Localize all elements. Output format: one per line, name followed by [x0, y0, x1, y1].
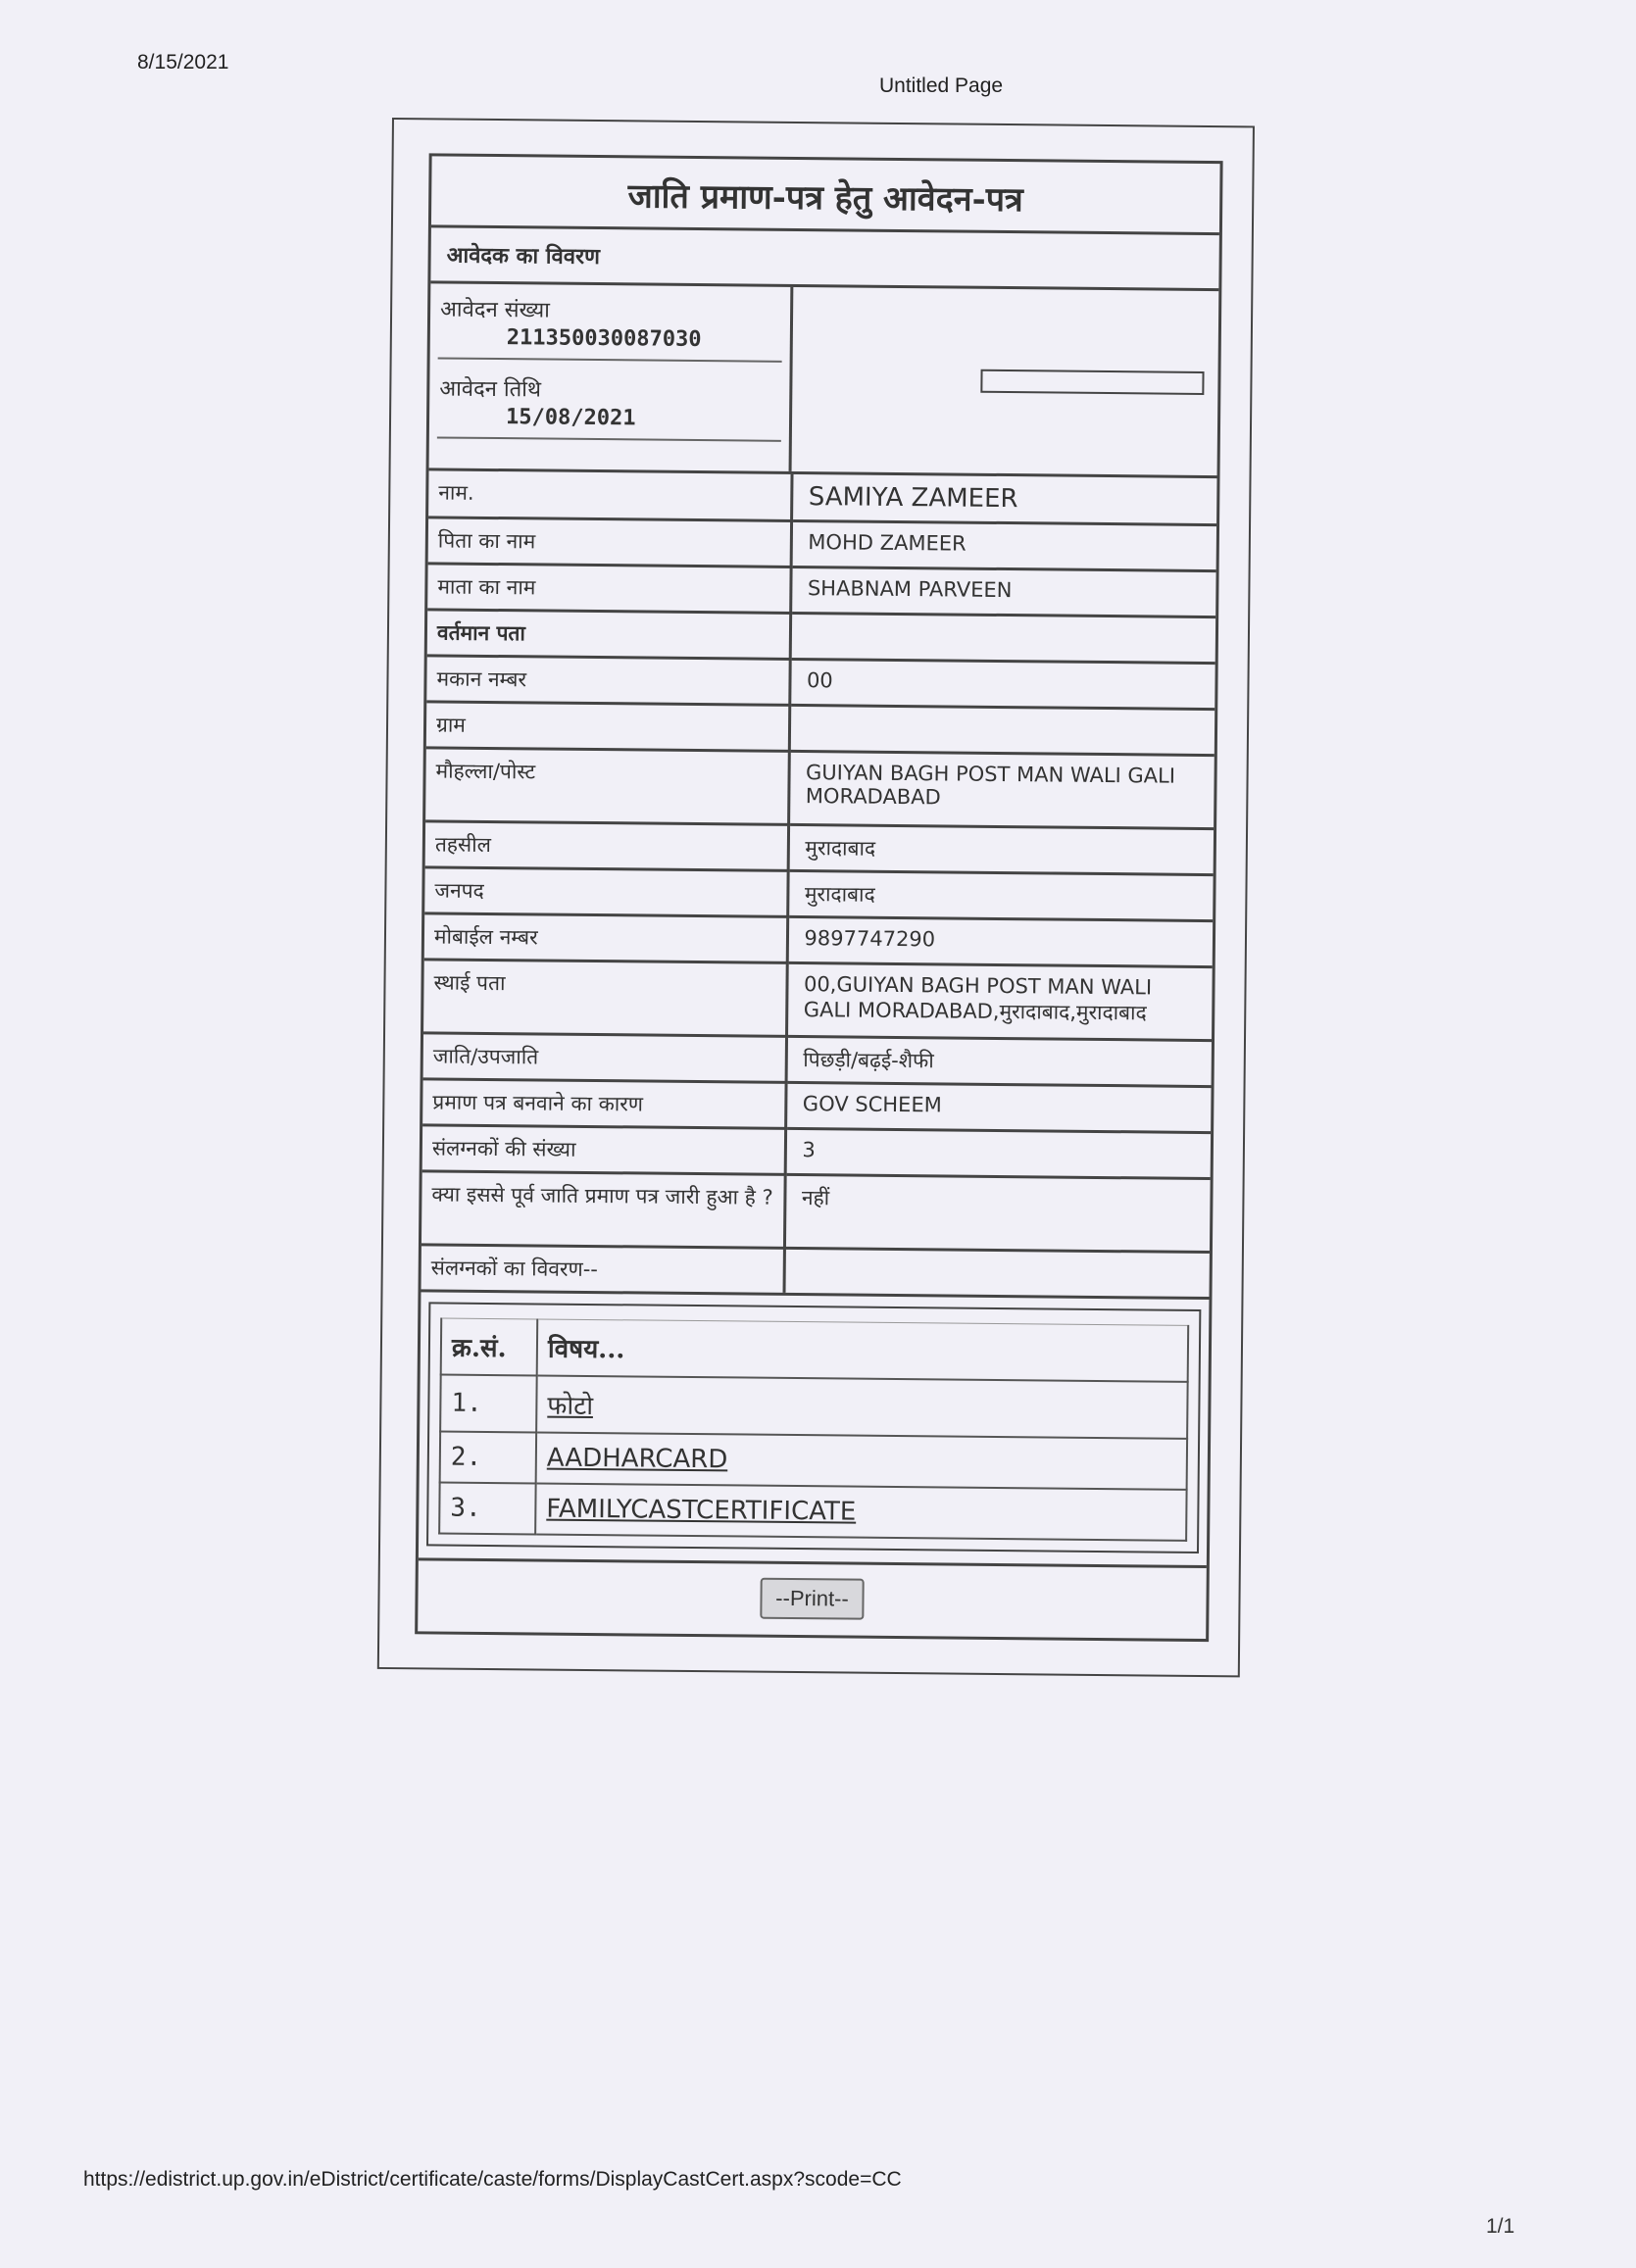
- attachments-frame: [426, 1302, 1201, 1553]
- attachment-serial: 3.: [439, 1483, 535, 1535]
- attachment-link-photo[interactable]: फोटो: [547, 1391, 594, 1422]
- village-label: ग्राम: [426, 702, 789, 752]
- caste-certificate-form: [415, 153, 1222, 1642]
- print-footer-url: https://edistrict.up.gov.in/eDistrict/certificate/caste/forms/DisplayCastCert.aspx?scode=CC: [83, 2168, 902, 2191]
- photo-placeholder: [980, 370, 1204, 395]
- row-caste: [423, 1033, 1212, 1087]
- attachment-details-value: [784, 1248, 1210, 1297]
- name-label: नाम.: [428, 470, 791, 520]
- row-attachment-details: [421, 1245, 1210, 1297]
- attachment-count-value: 3: [785, 1128, 1211, 1178]
- application-sheet: [377, 118, 1255, 1677]
- print-footer-page: 1/1: [1486, 2215, 1515, 2238]
- subject-column-header: विषय...: [537, 1319, 1189, 1382]
- permanent-address-label: स्थाई पता: [423, 960, 787, 1037]
- locality-post-value: GUIYAN BAGH POST MAN WALI GALI MORADABAD: [788, 751, 1215, 828]
- serial-column-header: क्र.सं.: [441, 1318, 538, 1375]
- tehsil-label: तहसील: [425, 821, 788, 871]
- house-number-value: 00: [789, 659, 1215, 709]
- attachment-serial: 1.: [440, 1375, 537, 1433]
- attachments-header: [441, 1318, 1189, 1382]
- print-date: 8/15/2021: [137, 51, 229, 74]
- previous-certificate-value: नहीं: [784, 1174, 1211, 1252]
- reason-label: प्रमाण पत्र बनवाने का कारण: [422, 1079, 785, 1129]
- attachment-row: [440, 1375, 1188, 1439]
- attachments-table: [438, 1318, 1189, 1542]
- attachment-serial: 2.: [440, 1432, 536, 1484]
- attachment-cell: [535, 1483, 1186, 1540]
- row-name: [428, 470, 1216, 524]
- attachment-count-label: संलग्नकों की संख्या: [422, 1125, 785, 1175]
- row-locality-post: [425, 748, 1215, 829]
- print-page-title: Untitled Page: [879, 74, 1004, 97]
- application-info-block: [429, 283, 1219, 478]
- application-info: [429, 283, 794, 471]
- application-number: 211350030087030: [438, 322, 782, 362]
- village-value: [789, 705, 1215, 755]
- form-title: जाति प्रमाण-पत्र हेतु आवेदन-पत्र: [431, 156, 1220, 235]
- father-name-value: MOHD ZAMEER: [791, 520, 1216, 570]
- attachment-row: [440, 1432, 1187, 1490]
- district-value: मुरादाबाद: [787, 870, 1213, 920]
- reason-value: GOV SCHEEM: [785, 1082, 1211, 1132]
- attachment-details-label: संलग्नकों का विवरण--: [421, 1245, 784, 1293]
- print-row: [418, 1557, 1207, 1639]
- row-current-address: [427, 610, 1215, 664]
- attachment-cell: [536, 1375, 1188, 1438]
- house-number-label: मकान नम्बर: [426, 656, 789, 706]
- mobile-value: 9897747290: [787, 916, 1213, 966]
- caste-value: पिछड़ी/बढ़ई-शैफी: [786, 1036, 1212, 1086]
- current-address-label: वर्तमान पता: [427, 610, 790, 660]
- row-father-name: [428, 518, 1216, 571]
- row-tehsil: [425, 821, 1214, 875]
- caste-label: जाति/उपजाति: [423, 1033, 786, 1083]
- district-label: जनपद: [424, 867, 787, 917]
- row-mother-name: [427, 564, 1215, 617]
- application-number-label: आवेदन संख्या: [440, 297, 551, 323]
- mother-name-label: माता का नाम: [427, 564, 790, 614]
- current-address-value: [790, 613, 1215, 663]
- row-previous-certificate: [421, 1171, 1211, 1253]
- name-value: SAMIYA ZAMEER: [791, 474, 1216, 525]
- row-permanent-address: [423, 960, 1213, 1041]
- details-table: [421, 470, 1217, 1297]
- print-button[interactable]: --Print--: [760, 1578, 865, 1620]
- attachment-link-family-caste[interactable]: FAMILYCASTCERTIFICATE: [546, 1494, 857, 1527]
- attachment-link-aadhar[interactable]: AADHARCARD: [546, 1443, 728, 1475]
- attachments-section: [419, 1289, 1210, 1565]
- row-attachment-count: [422, 1125, 1211, 1179]
- application-date: 15/08/2021: [437, 402, 781, 441]
- row-mobile: [424, 913, 1213, 967]
- row-reason: [422, 1079, 1211, 1133]
- mother-name-value: SHABNAM PARVEEN: [790, 567, 1215, 616]
- permanent-address-value: 00,GUIYAN BAGH POST MAN WALI GALI MORADABAD,मुरादाबाद,मुरादाबाद: [786, 962, 1213, 1040]
- attachment-row: [439, 1483, 1186, 1541]
- row-village: [426, 702, 1215, 756]
- section-applicant-details: आवेदक का विवरण: [430, 227, 1219, 291]
- photo-area: [792, 287, 1219, 475]
- tehsil-value: मुरादाबाद: [788, 824, 1214, 874]
- father-name-label: पिता का नाम: [428, 518, 791, 567]
- locality-post-label: मौहल्ला/पोस्ट: [425, 748, 789, 825]
- row-house-number: [426, 656, 1215, 710]
- row-district: [424, 867, 1213, 921]
- attachment-cell: [536, 1432, 1187, 1489]
- previous-certificate-label: क्या इससे पूर्व जाति प्रमाण पत्र जारी हुआ है ?: [421, 1171, 785, 1249]
- mobile-label: मोबाईल नम्बर: [424, 913, 787, 963]
- application-date-label: आवेदन तिथि: [439, 376, 542, 403]
